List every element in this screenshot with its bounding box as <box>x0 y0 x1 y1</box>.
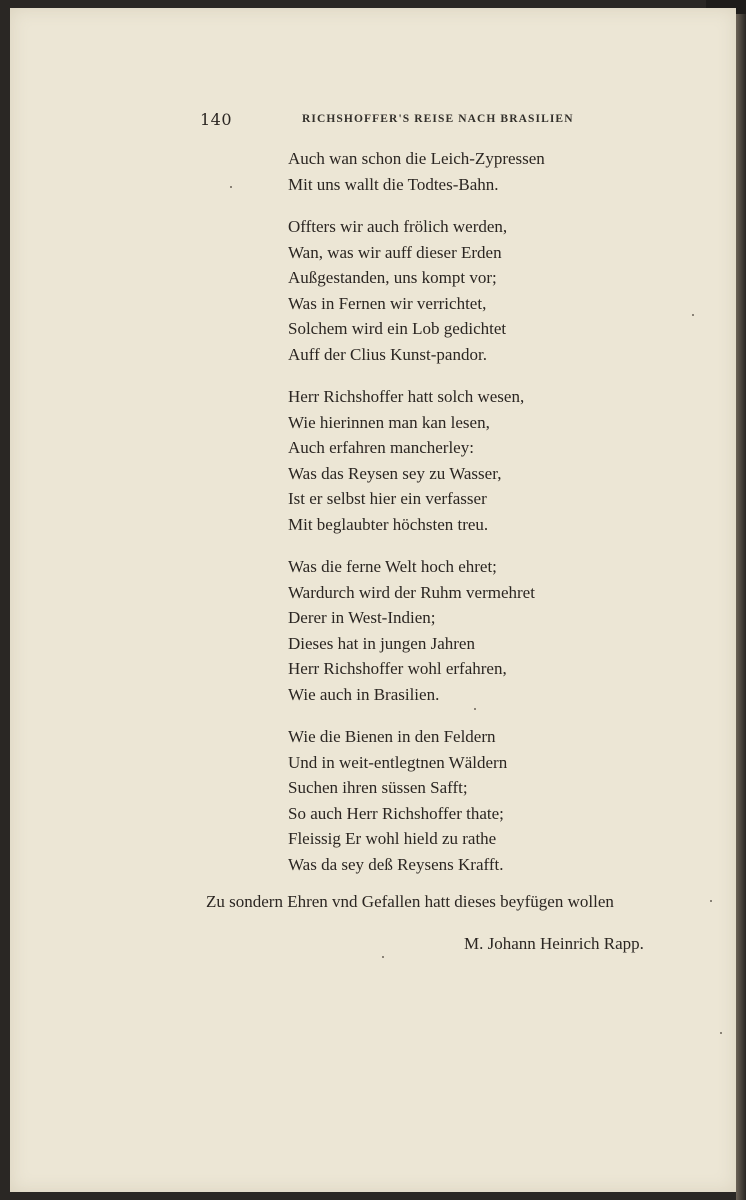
poem-line: Wie hierinnen man kan lesen, <box>288 412 490 432</box>
poem-line: Herr Richshoffer hatt solch wesen, <box>288 387 525 406</box>
running-title: RICHSHOFFER'S REISE NACH BRASILIEN <box>302 113 574 125</box>
paper-speck <box>720 1032 722 1034</box>
poem-line: Was das Reysen sey zu Wasser, <box>288 463 502 483</box>
book-edge-shadow <box>736 0 746 1200</box>
poem-line: Was da sey deß Reysens Krafft. <box>288 854 504 874</box>
poem-line: Mit uns wallt die Todtes-Bahn. <box>288 174 499 194</box>
poem <box>288 146 688 894</box>
poem-line: Solchem wird ein Lob gedichtet <box>288 319 507 338</box>
poem-line: Wardurch wird der Ruhm vermehret <box>288 582 535 602</box>
poem-line: Derer in West-Indien; <box>288 608 436 627</box>
stanza <box>288 554 688 707</box>
stanza <box>288 384 688 537</box>
paper-speck <box>692 314 694 316</box>
paper-speck <box>474 708 476 710</box>
poem-line: Wie die Bienen in den Feldern <box>288 727 496 746</box>
poem-line: Was die ferne Welt hoch ehret; <box>288 557 497 576</box>
poem-line: So auch Herr Richshoffer thate; <box>288 803 504 823</box>
poem-line: Auff der Clius Kunst-pandor. <box>288 344 487 364</box>
poem-line: Wie auch in Brasilien. <box>288 684 440 704</box>
paper-speck <box>230 186 232 188</box>
poem-line: Suchen ihren süssen Safft; <box>288 778 468 797</box>
poem-line: Außgestanden, uns kompt vor; <box>288 268 497 287</box>
poem-line: Offters wir auch frölich werden, <box>288 217 508 236</box>
poem-line: Wan, was wir auff dieser Erden <box>288 242 502 262</box>
stanza <box>288 724 688 877</box>
poem-line: Auch wan schon die Leich-Zypressen <box>288 149 545 168</box>
poem-line: Auch erfahren mancherley: <box>288 438 474 457</box>
paper-speck <box>382 956 384 958</box>
dedication-line: Zu sondern Ehren vnd Gefallen hatt dieses beyfügen wollen <box>206 892 614 911</box>
poem-line: Ist er selbst hier ein verfasser <box>288 489 487 508</box>
poem-line: Und in weit-entlegtnen Wäldern <box>288 752 508 772</box>
signature: M. Johann Heinrich Rapp. <box>464 934 644 953</box>
poem-line: Mit beglaubter höchsten treu. <box>288 514 489 534</box>
paper-speck <box>710 900 712 902</box>
stanza <box>288 214 688 367</box>
poem-line: Dieses hat in jungen Jahren <box>288 633 475 653</box>
stanza <box>288 146 688 197</box>
poem-line: Fleissig Er wohl hield zu rathe <box>288 829 497 848</box>
page-number: 140 <box>200 110 233 129</box>
book-page <box>10 8 736 1192</box>
poem-line: Herr Richshoffer wohl erfahren, <box>288 659 507 678</box>
poem-line: Was in Fernen wir verrichtet, <box>288 293 487 313</box>
page-header <box>10 104 736 134</box>
